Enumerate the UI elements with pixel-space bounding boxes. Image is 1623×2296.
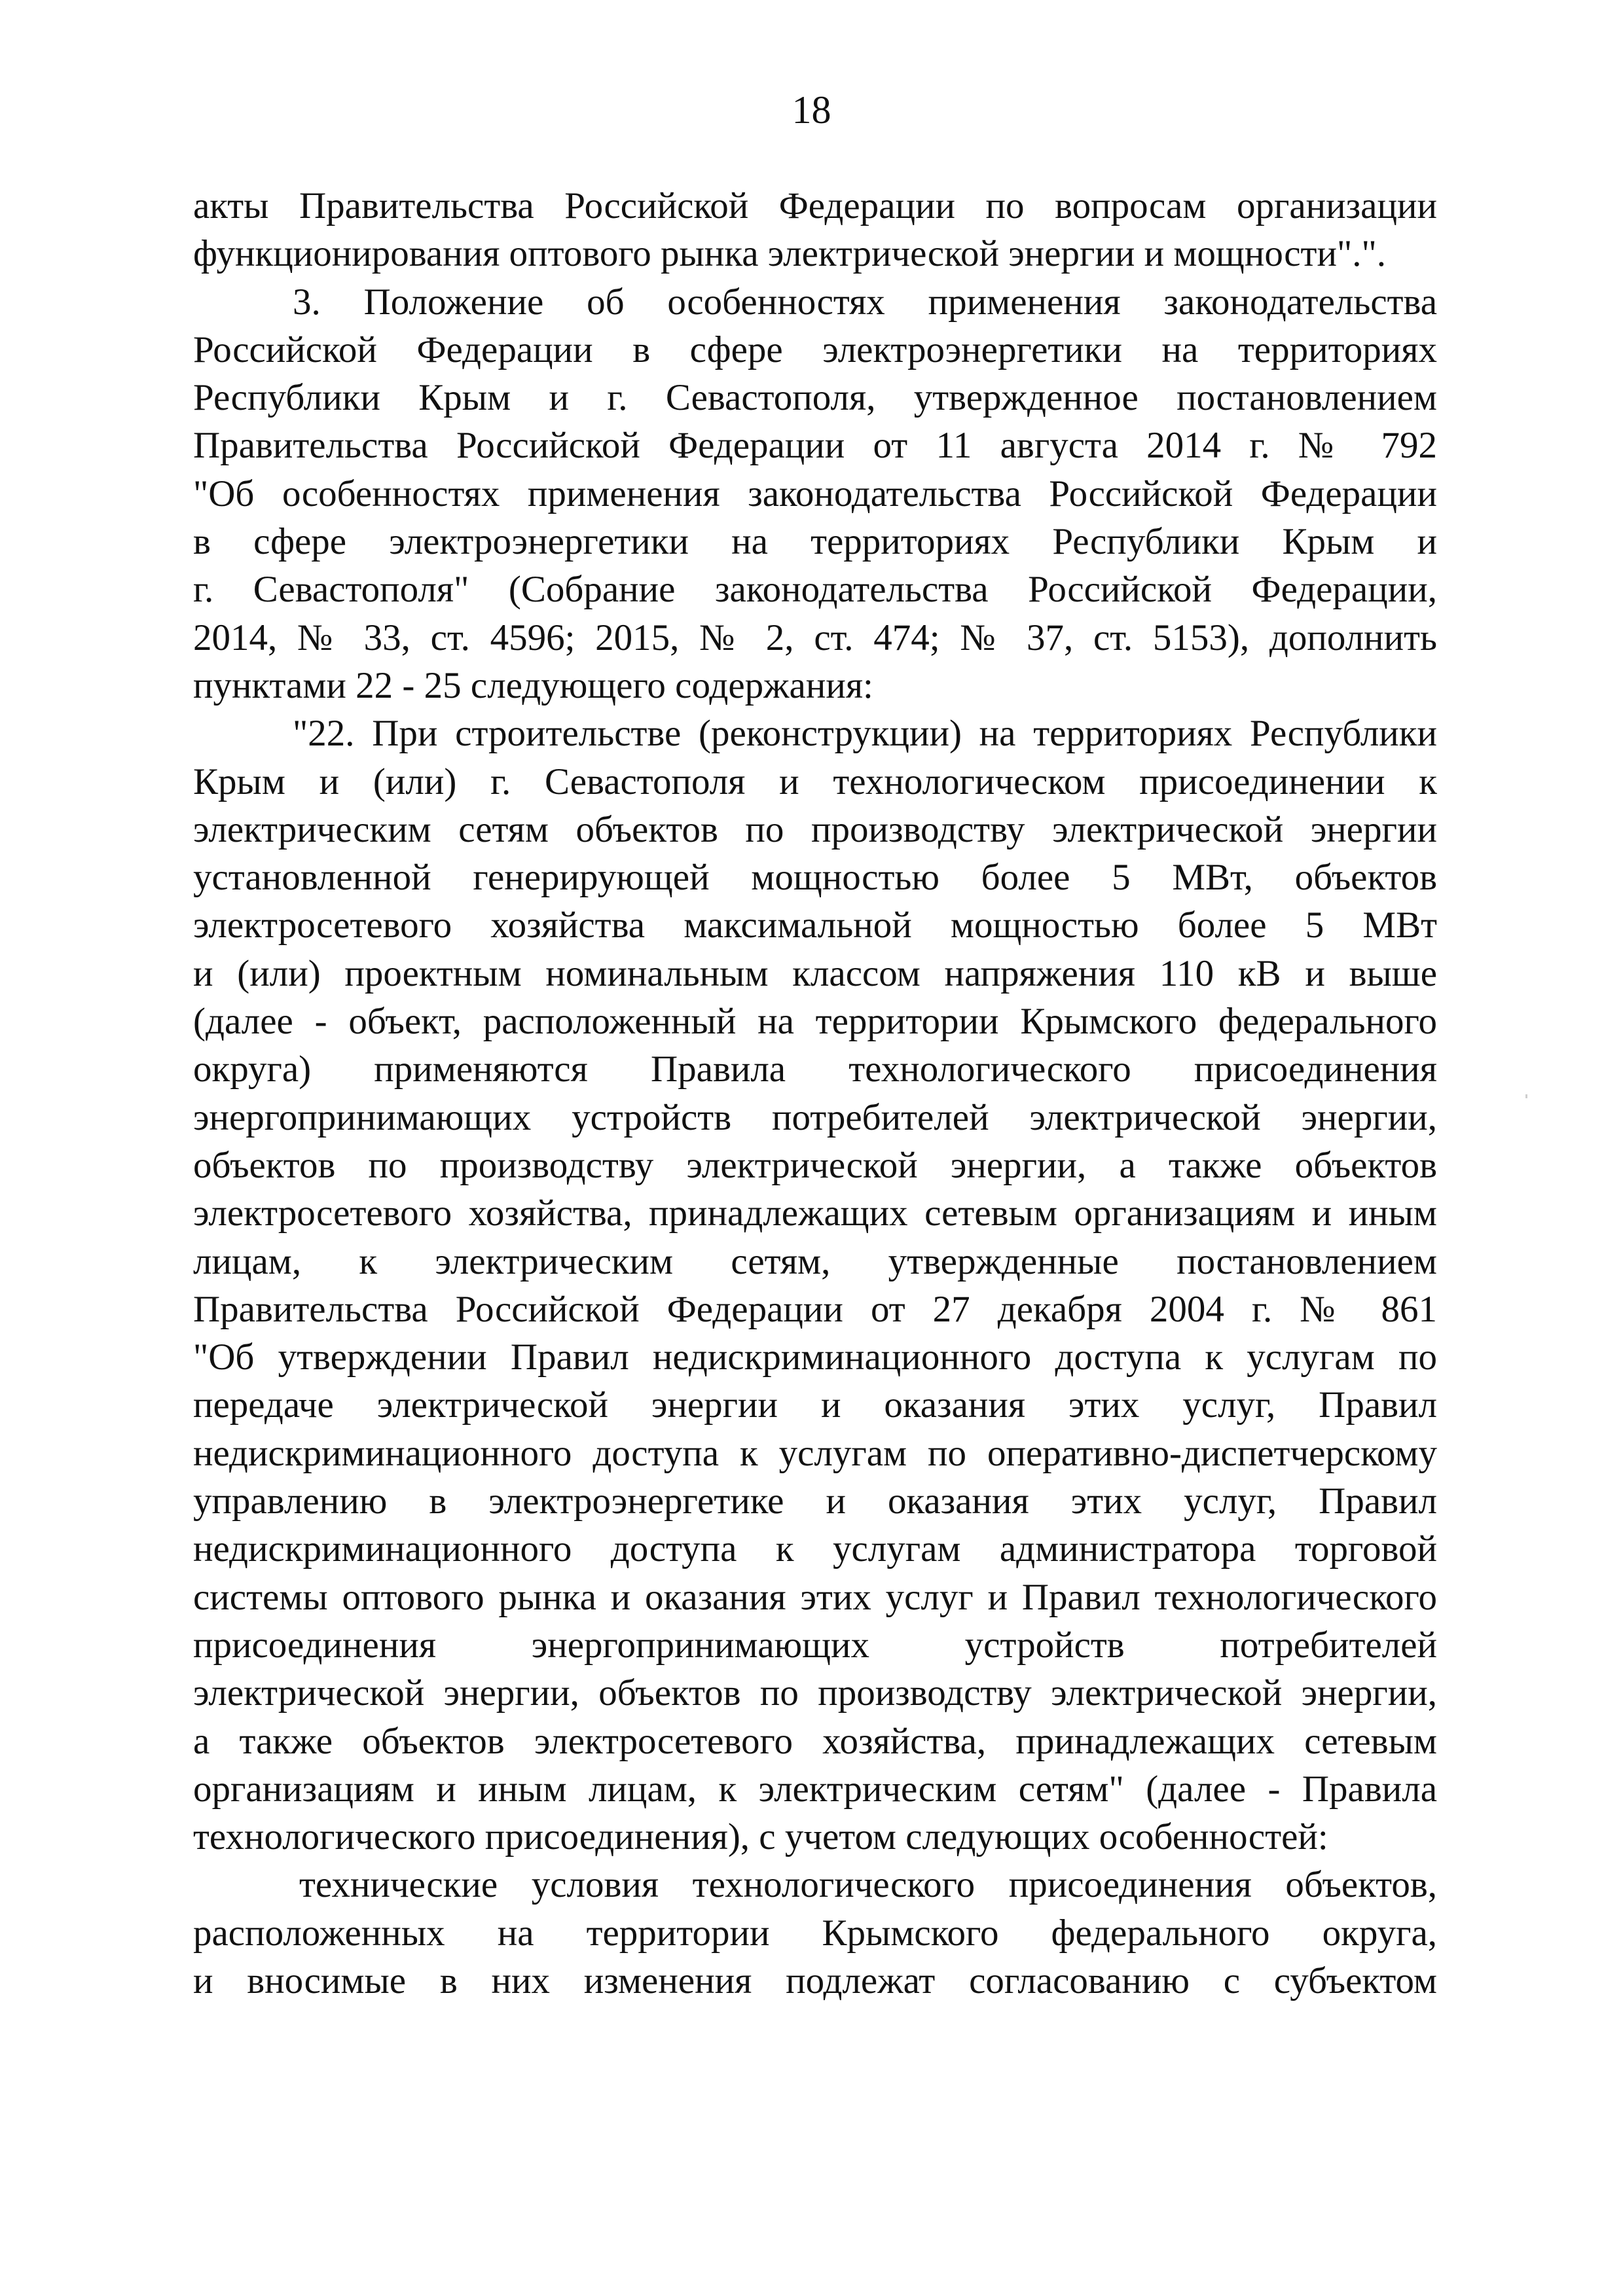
text-line: пунктами 22 - 25 следующего содержания: [193,664,873,706]
text-line: а также объектов электросетевого хозяйства, принадлежащих сетевым [193,1720,1437,1762]
document-body [193,182,1437,2005]
text-line: округа) применяются Правила технологического присоединения [193,1049,1437,1090]
text-line: электросетевого хозяйства максимальной мощностью более 5 МВт [193,905,1437,946]
text-line: акты Правительства Российской Федерации по вопросам организации [193,185,1437,226]
text-line: электрической энергии, объектов по производству электрической энергии, [193,1672,1437,1714]
text-line: Правительства Российской Федерации от 11 августа 2014 г. № 792 [193,425,1437,467]
paragraph-start-line: "22. При строительстве (реконструкции) на территориях Республики [293,713,1437,755]
text-line: системы оптового рынка и оказания этих услуг и Правил технологического [193,1576,1437,1618]
text-line: электросетевого хозяйства, принадлежащих сетевым организациям и иным [193,1193,1437,1234]
text-line: недискриминационного доступа к услугам администратора торговой [193,1528,1437,1570]
paragraph-start-line: 3. Положение об особенностях применения законодательства [293,281,1437,323]
paragraph-start-line: технические условия технологического присоединения объектов, [299,1864,1437,1906]
text-line: в сфере электроэнергетики на территориях Республики Крым и [193,521,1437,563]
text-line: "Об утверждении Правил недискриминационного доступа к услугам по [193,1336,1437,1378]
text-line: объектов по производству электрической энергии, а также объектов [193,1144,1437,1186]
text-line: 2014, № 33, ст. 4596; 2015, № 2, ст. 474; № 37, ст. 5153), дополнить [193,617,1437,658]
text-line: расположенных на территории Крымского федерального округа, [193,1912,1437,1954]
text-line: технологического присоединения), с учетом следующих особенностей: [193,1816,1328,1858]
text-line: Республики Крым и г. Севастополя, утвержденное постановлением [193,377,1437,419]
text-line: и (или) проектным номинальным классом напряжения 110 кВ и выше [193,952,1437,994]
page-number: 18 [792,88,831,132]
text-line: присоединения энергопринимающих устройств потребителей [193,1624,1437,1666]
text-line: Крым и (или) г. Севастополя и технологическом присоединении к [193,761,1437,802]
text-line: организациям и иным лицам, к электрическим сетям" (далее - Правила [193,1768,1437,1810]
text-line: "Об особенностях применения законодательства Российской Федерации [193,473,1437,514]
text-line: установленной генерирующей мощностью более 5 МВт, объектов [193,857,1437,899]
text-line: управлению в электроэнергетике и оказания этих услуг, Правил [193,1480,1437,1522]
text-line: и вносимые в них изменения подлежат согласованию с субъектом [193,1960,1437,2001]
text-line: Правительства Российской Федерации от 27 декабря 2004 г. № 861 [193,1288,1437,1330]
text-line: передаче электрической энергии и оказания этих услуг, Правил [193,1384,1437,1426]
text-line: электрическим сетям объектов по производству электрической энергии [193,808,1437,850]
text-line: энергопринимающих устройств потребителей электрической энергии, [193,1096,1437,1138]
text-line: г. Севастополя" (Собрание законодательства Российской Федерации, [193,569,1437,611]
text-line: функционирования оптового рынка электрической энергии и мощности".". [193,233,1386,275]
text-line: Российской Федерации в сфере электроэнергетики на территориях [193,329,1437,370]
scan-speck [1525,1094,1527,1098]
text-line: недискриминационного доступа к услугам по оперативно-диспетчерскому [193,1432,1437,1474]
text-line: лицам, к электрическим сетям, утвержденные постановлением [193,1240,1437,1282]
text-line: (далее - объект, расположенный на территории Крымского федерального [193,1001,1437,1043]
